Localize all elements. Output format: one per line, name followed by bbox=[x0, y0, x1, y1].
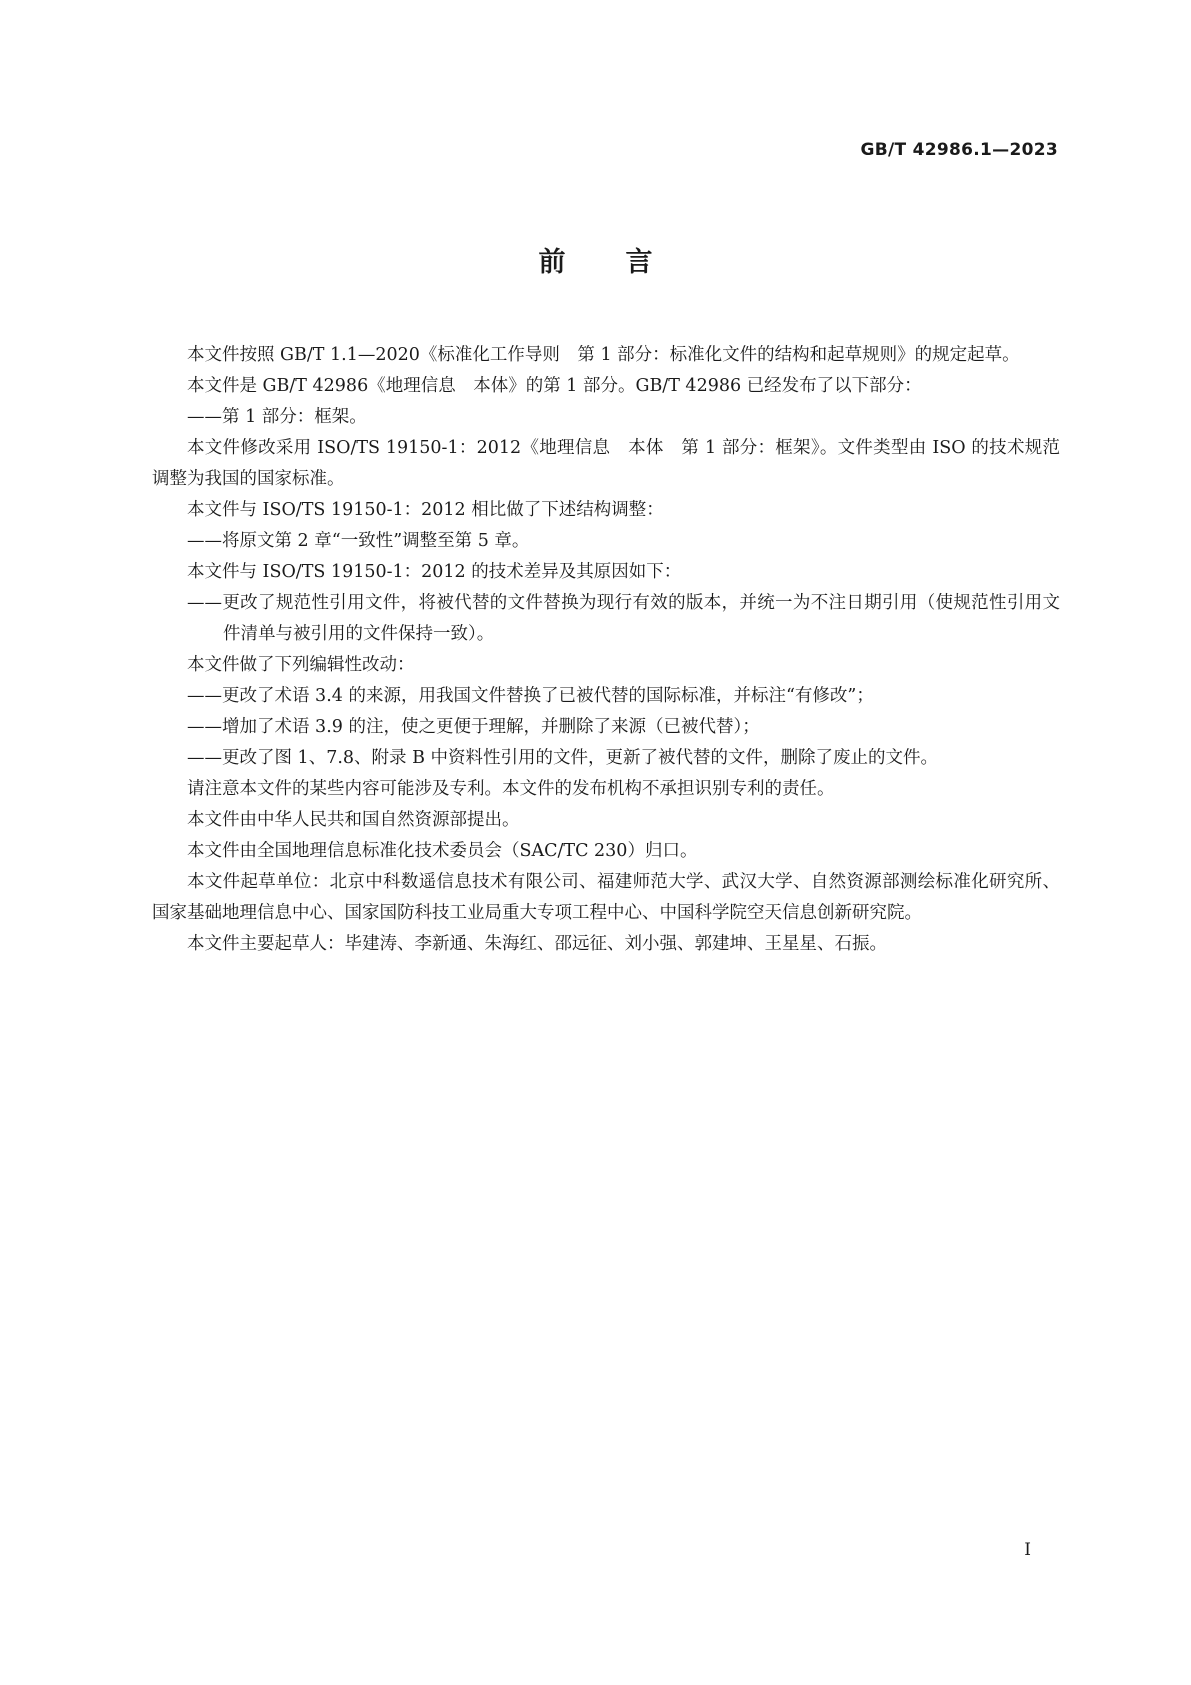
paragraph: 本文件主要起草人：毕建涛、李新通、朱海红、邵远征、刘小强、郭建坤、王星星、石振。 bbox=[187, 934, 887, 954]
paragraph: 本文件是 GB/T 42986《地理信息 本体》的第 1 部分。GB/T 42986 已经发布了以下部分： bbox=[187, 376, 922, 396]
paragraph: 本文件起草单位：北京中科数遥信息技术有限公司、福建师范大学、武汉大学、自然资源部测绘标准化研究所、国家基础地理信息中心、国家国防科技工业局重大专项工程中心、中国科学院空天信息创新研究院。 bbox=[152, 872, 1060, 923]
paragraph: 本文件与 ISO/TS 19150-1：2012 的技术差异及其原因如下： bbox=[187, 562, 682, 582]
list-item: ——更改了图 1、7.8、附录 B 中资料性引用的文件，更新了被代替的文件，删除了废止的文件。 bbox=[187, 748, 939, 768]
list-item: ——更改了规范性引用文件，将被代替的文件替换为现行有效的版本，并统一为不注日期引用（使规范性引用文件清单与被引用的文件保持一致）。 bbox=[187, 593, 1060, 644]
paragraph: 本文件修改采用 ISO/TS 19150-1：2012《地理信息 本体 第 1 部分：框架》。文件类型由 ISO 的技术规范调整为我国的国家标准。 bbox=[152, 438, 1060, 489]
paragraph: 本文件做了下列编辑性改动： bbox=[187, 655, 415, 675]
paragraph: 本文件按照 GB/T 1.1—2020《标准化工作导则 第 1 部分：标准化文件的结构和起草规则》的规定起草。 bbox=[187, 345, 1020, 365]
foreword-body bbox=[152, 340, 1060, 960]
paragraph: 本文件与 ISO/TS 19150-1：2012 相比做了下述结构调整： bbox=[187, 500, 664, 520]
list-item: ——第 1 部分：框架。 bbox=[187, 407, 367, 427]
paragraph: 本文件由全国地理信息标准化技术委员会（SAC/TC 230）归口。 bbox=[187, 841, 698, 861]
list-item: ——更改了术语 3.4 的来源，用我国文件替换了已被代替的国际标准，并标注“有修改”； bbox=[187, 686, 874, 706]
paragraph: 本文件由中华人民共和国自然资源部提出。 bbox=[187, 810, 520, 830]
list-item: ——将原文第 2 章“一致性”调整至第 5 章。 bbox=[187, 531, 530, 551]
page-title: 前言 bbox=[538, 247, 713, 278]
page-number: Ⅰ bbox=[1024, 1540, 1031, 1560]
paragraph: 请注意本文件的某些内容可能涉及专利。本文件的发布机构不承担识别专利的责任。 bbox=[187, 779, 835, 799]
document-code: GB/T 42986.1—2023 bbox=[860, 140, 1058, 160]
list-item: ——增加了术语 3.9 的注，使之更便于理解，并删除了来源（已被代替）； bbox=[187, 717, 760, 737]
